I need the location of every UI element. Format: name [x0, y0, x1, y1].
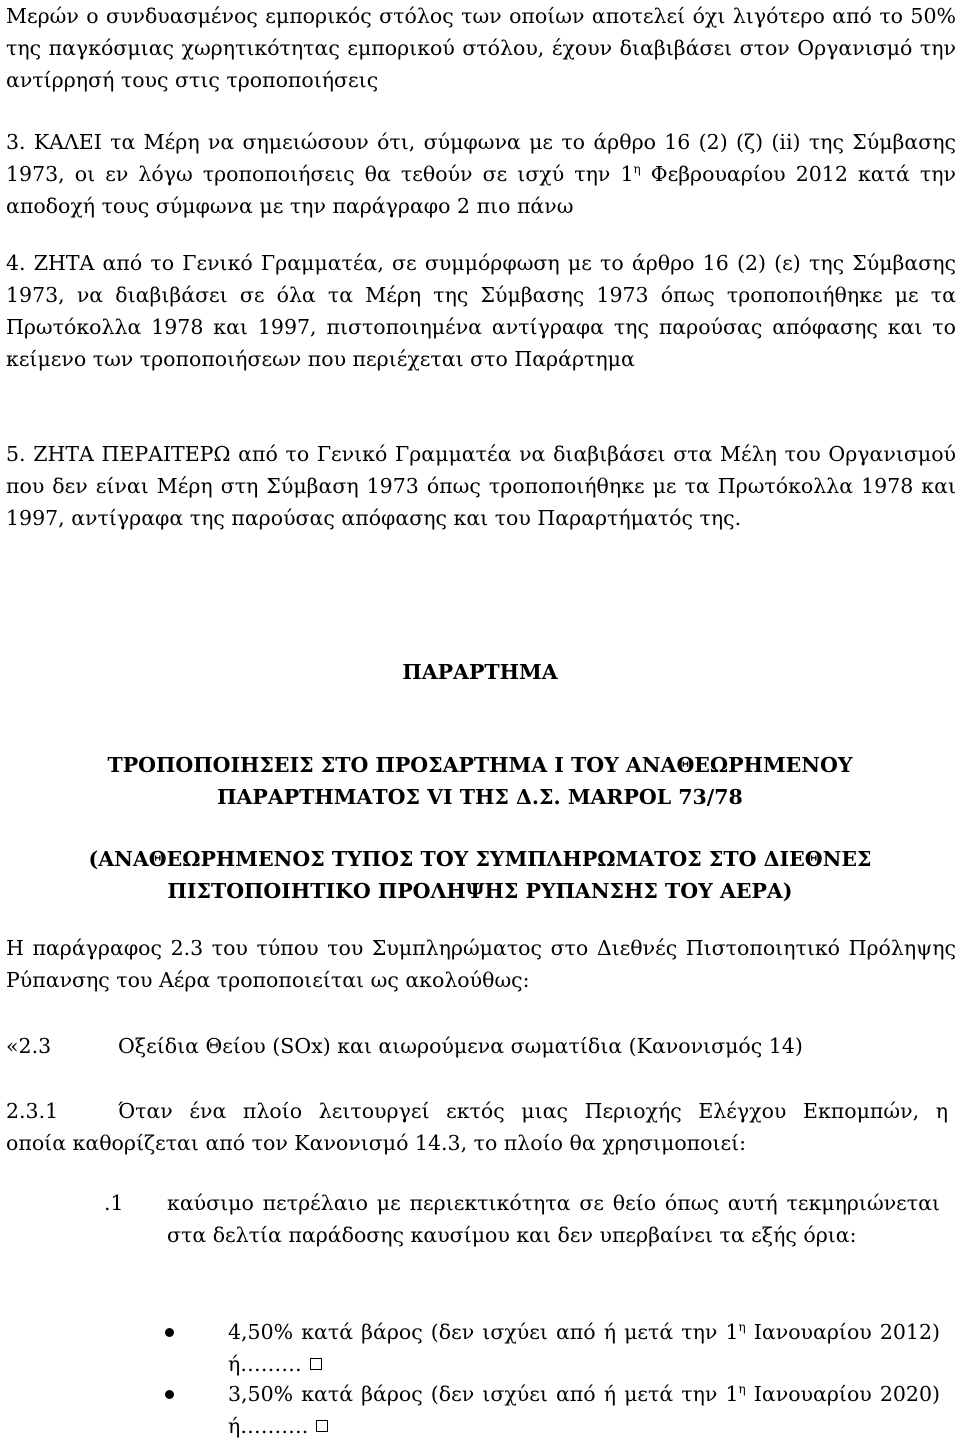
- checkbox-2[interactable]: [316, 1420, 328, 1432]
- item-2-3-number: «2.3: [6, 1034, 52, 1058]
- annex-subtitle: [0, 843, 960, 907]
- item-2-3-1-line-2: οποία καθορίζεται από τον Κανονισμό 14.3, το πλοίο θα χρησιμοποιεί:: [6, 1131, 747, 1155]
- item-2-3-1-line-1: Όταν ένα πλοίο λειτουργεί εκτός μιας Περιοχής Ελέγχου Εκπομπών, η: [118, 1099, 948, 1123]
- paragraph-intro: Μερών ο συνδυασμένος εμπορικός στόλος των οποίων αποτελεί όχι λιγότερο από το 50% της παγκόσμιας χωρητικότητας εμπορικού στόλου, έχουν διαβιβάσει στον Οργανισμό την αντίρρησή τους στις τροποποιήσεις: [6, 4, 956, 92]
- paragraph-amendment-intro: Η παράγραφος 2.3 του τύπου του Συμπληρώματος στο Διεθνές Πιστοποιητικό Πρόληψης Ρύπανσης του Αέρα τροποποιείται ως ακολούθως:: [6, 936, 956, 992]
- paragraph-3-text-a: 3. ΚΑΛΕΙ τα Μέρη να σημειώσουν ότι, σύμφωνα με το άρθρο 16 (2) (ζ) (ii) της Σύμβασης 1973, οι εν λόγω τροποποιήσεις θα τεθούν σε ισχύ την 1: [6, 130, 956, 186]
- annex-title: [0, 749, 960, 813]
- paragraph-5: 5. ΖΗΤΑ ΠΕΡΑΙΤΕΡΩ από το Γενικό Γραμματέα να διαβιβάσει στα Μέλη του Οργανισμού που δεν είναι Μέρη στη Σύμβαση 1973 όπως τροποποιήθηκε με τα Πρωτόκολλα 1978 και 1997, αντίγραφα της παρούσας απόφασης και του Παραρτήματός της.: [6, 442, 956, 530]
- bullet-1-text-a: 4,50% κατά βάρος (δεν ισχύει από ή μετά την 1: [228, 1320, 739, 1344]
- bullet-2-text-b: Ιανουαρίου 2020) ή……….: [228, 1382, 941, 1438]
- paragraph-3: [6, 126, 956, 222]
- bullet-item-1: [228, 1316, 940, 1380]
- bullet-item-2: [228, 1378, 940, 1442]
- bullet-dot-2: [165, 1390, 174, 1399]
- bullet-dot-1: [165, 1328, 174, 1337]
- item-2-3-1-number: 2.3.1: [6, 1099, 59, 1123]
- item-1-number: .1: [104, 1191, 124, 1215]
- annex-title-line-2: ΠΑΡΑΡΤΗΜΑΤΟΣ VI ΤΗΣ Δ.Σ. MARPOL 73/78: [217, 785, 743, 809]
- item-1-text: καύσιμο πετρέλαιο με περιεκτικότητα σε θείο όπως αυτή τεκμηριώνεται στα δελτία παράδοσης καυσίμου και δεν υπερβαίνει τα εξής όρια:: [167, 1191, 940, 1247]
- item-2-3-text: Οξείδια Θείου (SOx) και αιωρούμενα σωματίδια (Κανονισμός 14): [118, 1034, 803, 1058]
- bullet-1-text-b: Ιανουαρίου 2012) ή………: [228, 1320, 941, 1376]
- annex-subtitle-line-2: ΠΙΣΤΟΠΟΙΗΤΙΚΟ ΠΡΟΛΗΨΗΣ ΡΥΠΑΝΣΗΣ ΤΟΥ ΑΕΡΑ): [167, 879, 793, 903]
- bullet-2-text-a: 3,50% κατά βάρος (δεν ισχύει από ή μετά την 1: [228, 1382, 739, 1406]
- annex-subtitle-line-1: (ΑΝΑΘΕΩΡΗΜΕΝΟΣ ΤΥΠΟΣ ΤΟΥ ΣΥΜΠΛΗΡΩΜΑΤΟΣ ΣΤΟ ΔΙΕΘΝΕΣ: [88, 847, 872, 871]
- annex-title-line-1: ΤΡΟΠΟΠΟΙΗΣΕΙΣ ΣΤΟ ΠΡΟΣΑΡΤΗΜΑ Ι ΤΟΥ ΑΝΑΘΕΩΡΗΜΕΝΟΥ: [107, 753, 853, 777]
- bullet-1-sup: η: [738, 1320, 746, 1335]
- checkbox-1[interactable]: [310, 1358, 322, 1370]
- paragraph-4: 4. ΖΗΤΑ από το Γενικό Γραμματέα, σε συμμόρφωση με το άρθρο 16 (2) (ε) της Σύμβασης 1973, να διαβιβάσει σε όλα τα Μέρη της Σύμβασης 1973 όπως τροποποιήθηκε με τα Πρωτόκολλα 1978 και 1997, πιστοποιημένα αντίγραφα της παρούσας απόφασης και το κείμενο των τροποποιήσεων που περιέχεται στο Παράρτημα: [6, 251, 956, 371]
- bullet-2-sup: η: [738, 1382, 746, 1397]
- paragraph-3-text-b: Φεβρουαρίου 2012 κατά την αποδοχή τους σύμφωνα με την παράγραφο 2 πιο πάνω: [6, 162, 956, 218]
- annex-heading: ΠΑΡΑΡΤΗΜΑ: [402, 660, 558, 684]
- paragraph-3-sup: η: [633, 162, 641, 177]
